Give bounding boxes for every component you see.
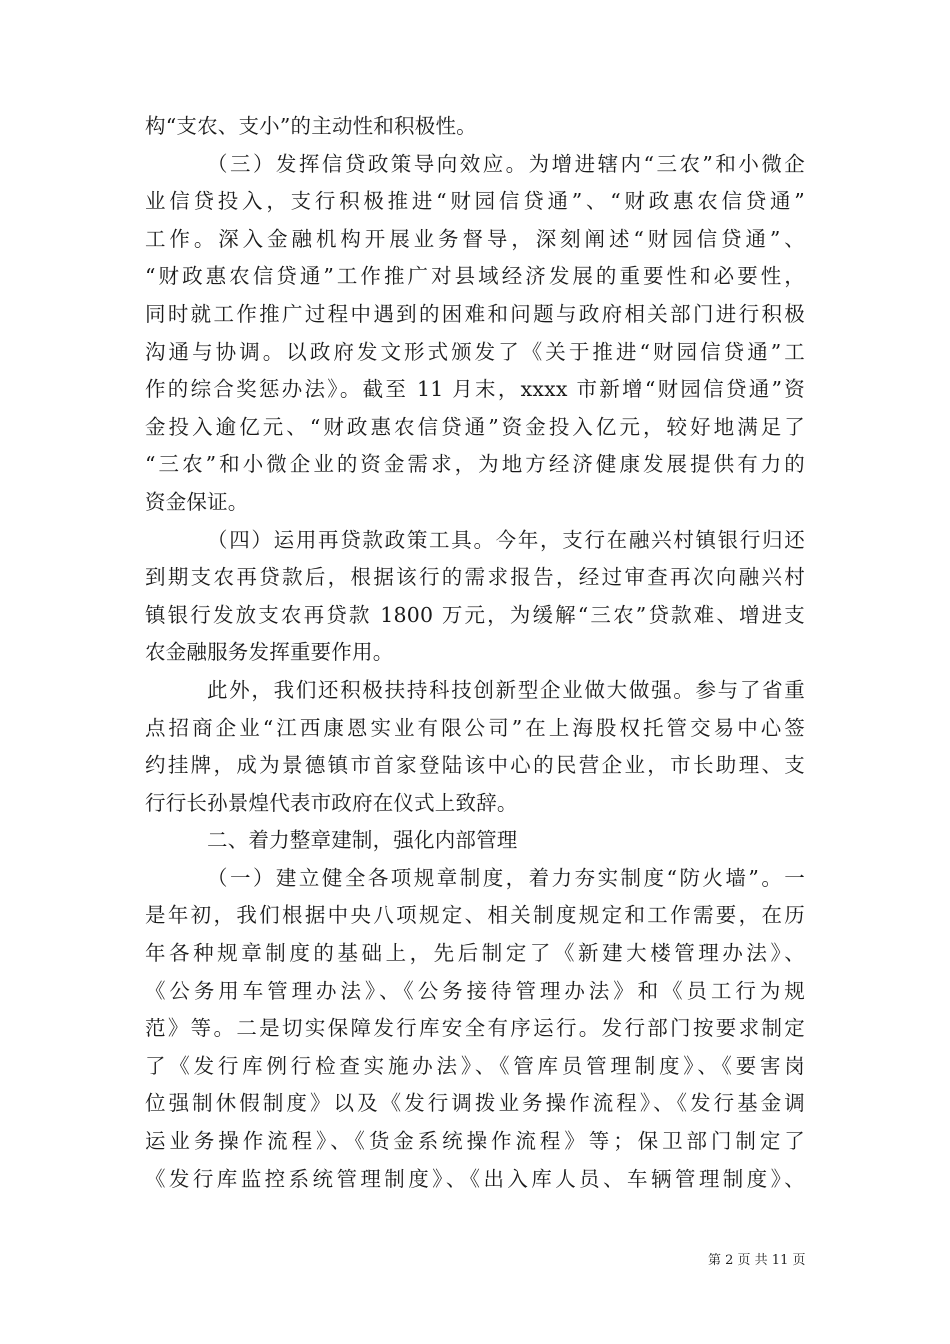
document-body (145, 108, 805, 1198)
text-line: 了《发行库例行检查实施办法》、《管库员管理制度》、《要害岗 (145, 1053, 805, 1078)
text-line: 资金保证。 (145, 489, 249, 514)
text-line: 构“支农、支小”的主动性和积极性。 (145, 114, 477, 138)
text-line: 沟通与协调。以政府发文形式颁发了《关于推进“财园信贷通”工 (145, 339, 805, 364)
text-line: 位强制休假制度》以及《发行调拨业务操作流程》、《发行基金调 (145, 1091, 805, 1116)
text-line: 二、着力整章建制，强化内部管理 (207, 828, 518, 853)
text-line: 到期支农再贷款后，根据该行的需求报告，经过审查再次向融兴村 (145, 565, 805, 590)
text-line: 工作。深入金融机构开展业务督导，深刻阐述“财园信贷通”、 (145, 226, 805, 251)
text-line: 同时就工作推广过程中遇到的困难和问题与政府相关部门进行积极 (145, 301, 805, 326)
text-line: 运业务操作流程》、《货金系统操作流程》等；保卫部门制定了 (145, 1129, 805, 1154)
text-line: 《公务用车管理办法》、《公务接待管理办法》和《员工行为规 (145, 978, 805, 1003)
text-line: 此外，我们还积极扶持科技创新型企业做大做强。参与了省重 (207, 677, 805, 702)
text-line: 《发行库监控系统管理制度》、《出入库人员、车辆管理制度》、 (145, 1166, 805, 1191)
text-line: 约挂牌，成为景德镇市首家登陆该中心的民营企业，市长助理、支 (145, 753, 805, 778)
text-line: “三农”和小微企业的资金需求，为地方经济健康发展提供有力的 (145, 452, 805, 477)
text-line: “财政惠农信贷通”工作推广对县域经济发展的重要性和必要性， (145, 264, 805, 289)
text-line: 金投入逾亿元、“财政惠农信贷通”资金投入亿元，较好地满足了 (145, 414, 805, 439)
text-line: 年各种规章制度的基础上，先后制定了《新建大楼管理办法》、 (145, 941, 805, 966)
text-line: 业信贷投入，支行积极推进“财园信贷通”、“财政惠农信贷通” (145, 189, 805, 214)
text-line: 范》等。二是切实保障发行库安全有序运行。发行部门按要求制定 (145, 1016, 805, 1041)
text-line: 作的综合奖惩办法》。截至 11 月末，xxxx 市新增“财园信贷通”资 (145, 377, 805, 402)
text-line: 农金融服务发挥重要作用。 (145, 640, 394, 665)
text-line: 是年初，我们根据中央八项规定、相关制度规定和工作需要，在历 (145, 903, 805, 928)
text-line: 行行长孙景煌代表市政府在仪式上致辞。 (145, 790, 518, 815)
text-line: （一）建立健全各项规章制度，着力夯实制度“防火墙”。一 (207, 865, 805, 890)
text-line: （三）发挥信贷政策导向效应。为增进辖内“三农”和小微企 (207, 151, 805, 176)
page-number: 第 2 页 共 11 页 (708, 1253, 806, 1268)
text-line: 点招商企业“江西康恩实业有限公司”在上海股权托管交易中心签 (145, 715, 805, 740)
text-line: （四）运用再贷款政策工具。今年，支行在融兴村镇银行归还 (207, 527, 805, 552)
text-line: 镇银行发放支农再贷款 1800 万元，为缓解“三农”贷款难、增进支 (145, 602, 805, 627)
